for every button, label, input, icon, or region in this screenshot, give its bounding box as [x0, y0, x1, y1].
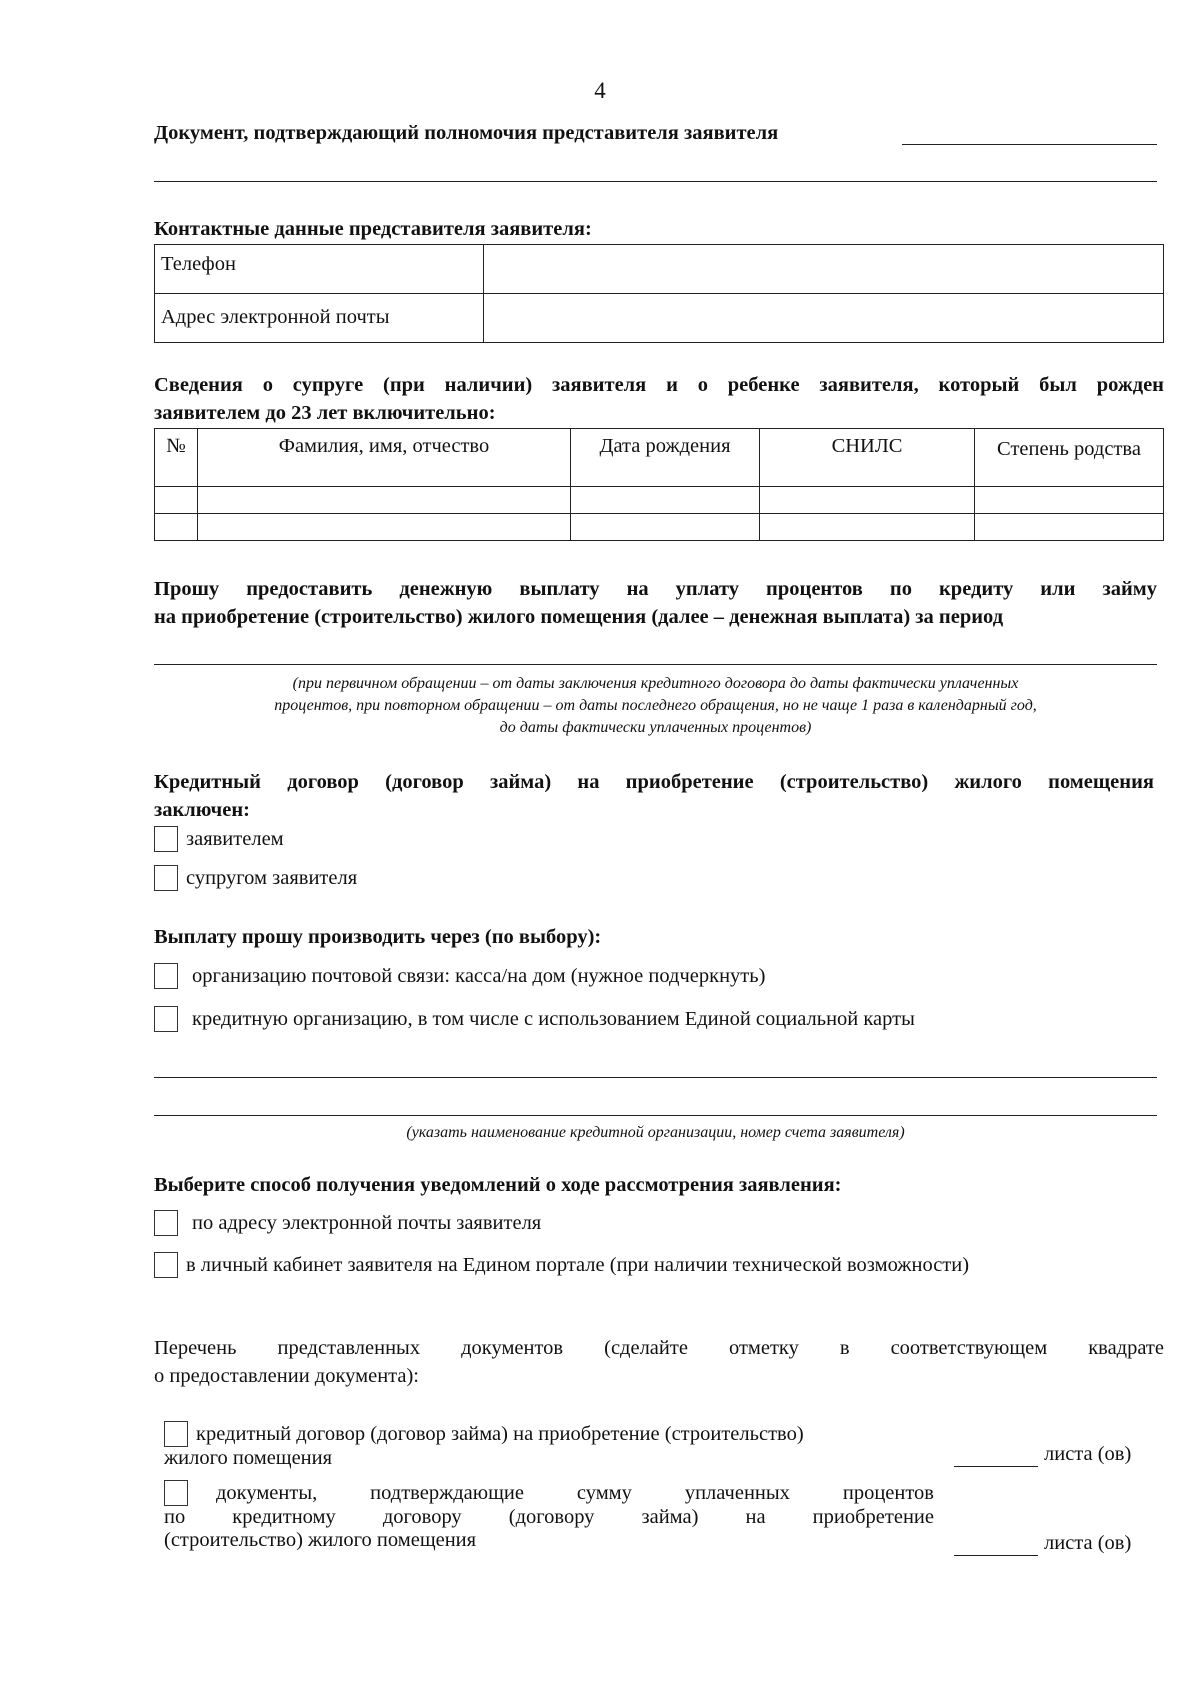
request-line2: на приобретение (строительство) жилого помещения (далее – денежная выплата) за период — [154, 606, 1004, 628]
bank-field-line1[interactable] — [154, 1077, 1157, 1078]
period-note-line1: (при первичном обращении – от даты заключения кредитного договора до даты фактически уплаченных — [292, 675, 1019, 692]
page-number: 4 — [594, 78, 606, 103]
request-line1: Прошу предоставить денежную выплату на уплату процентов по кредиту или займу — [154, 578, 1157, 600]
contacts-heading: Контактные данные представителя заявителя: — [154, 218, 592, 240]
option-label: кредитную организацию, в том числе с использованием Единой социальной карты — [192, 1007, 915, 1030]
table-cell[interactable] — [571, 487, 760, 514]
doc-item-label: документы, подтверждающие сумму уплаченных процентов — [216, 1481, 934, 1504]
credit-option-applicant — [154, 826, 284, 852]
option-label: супругом заявителя — [186, 866, 358, 889]
option-label: в личный кабинет заявителя на Едином портале (при наличии технической возможности) — [186, 1253, 970, 1276]
col-relation: Степень родства — [975, 429, 1164, 487]
authority-doc-field[interactable] — [902, 144, 1157, 145]
authority-doc-label: Документ, подтверждающий полномочия представителя заявителя — [154, 122, 779, 144]
doc-item-interest-proof — [164, 1480, 934, 1552]
period-note — [154, 673, 1157, 739]
sheets-label: листа (ов) — [1044, 1532, 1132, 1554]
table-row — [155, 514, 1164, 541]
checkbox[interactable] — [154, 963, 178, 989]
checkbox[interactable] — [154, 826, 178, 852]
table-cell[interactable] — [155, 514, 198, 541]
table-cell[interactable] — [975, 514, 1164, 541]
credit-option-spouse — [154, 865, 357, 891]
sheets-count-field[interactable] — [954, 1466, 1038, 1467]
credit-heading-line2: заключен: — [154, 799, 250, 821]
family-heading-line1: Сведения о супруге (при наличии) заявителя и о ребенке заявителя, который был рожден — [154, 374, 1164, 396]
doc-item-label-cont: (строительство) жилого помещения — [164, 1529, 477, 1551]
table-cell[interactable] — [155, 487, 198, 514]
docs-intro-line1: Перечень представленных документов (сделайте отметку в соответствующем квадрате — [154, 1337, 1164, 1359]
option-label: по адресу электронной почты заявителя — [192, 1211, 542, 1234]
col-full-name: Фамилия, имя, отчество — [198, 429, 571, 487]
table-cell[interactable] — [198, 514, 571, 541]
checkbox[interactable] — [154, 1252, 178, 1278]
period-field[interactable] — [154, 664, 1157, 665]
checkbox[interactable] — [154, 1210, 178, 1236]
table-cell[interactable] — [760, 487, 975, 514]
table-cell[interactable] — [760, 514, 975, 541]
table-cell[interactable] — [975, 487, 1164, 514]
col-number: № — [155, 429, 198, 487]
table-cell[interactable] — [571, 514, 760, 541]
doc-item-label-cont: по кредитному договору (договору займа) на приобретение — [164, 1506, 934, 1528]
doc-item-credit-agreement — [164, 1421, 944, 1470]
period-note-line3: до даты фактически уплаченных процентов) — [499, 719, 812, 736]
option-label: заявителем — [186, 827, 284, 850]
phone-input[interactable] — [484, 245, 1164, 294]
docs-intro-line2: о предоставлении документа): — [154, 1365, 419, 1387]
payout-heading: Выплату прошу производить через (по выбору): — [154, 926, 602, 948]
col-birth-date: Дата рождения — [571, 429, 760, 487]
period-note-line2: процентов, при повторном обращении – от даты последнего обращения, но не чаще 1 раза в календарный год, — [274, 697, 1037, 714]
authority-doc-field-line2[interactable] — [154, 181, 1157, 182]
sheets-count-field[interactable] — [954, 1555, 1038, 1556]
option-label: организацию почтовой связи: касса/на дом (нужное подчеркнуть) — [192, 964, 766, 987]
checkbox[interactable] — [164, 1480, 188, 1506]
checkbox[interactable] — [154, 865, 178, 891]
notify-heading: Выберите способ получения уведомлений о ходе рассмотрения заявления: — [154, 1174, 842, 1196]
email-label: Адрес электронной почты — [155, 294, 484, 343]
notify-option-portal — [154, 1252, 969, 1278]
doc-item-label: кредитный договор (договор займа) на приобретение (строительство) — [196, 1422, 804, 1445]
notify-option-email — [154, 1210, 541, 1236]
col-snils: СНИЛС — [760, 429, 975, 487]
doc-item-label-cont: жилого помещения — [164, 1447, 333, 1469]
contacts-table — [154, 244, 1164, 343]
payout-option-bank — [154, 1006, 915, 1032]
checkbox[interactable] — [164, 1421, 188, 1447]
credit-heading-line1: Кредитный договор (договор займа) на приобретение (строительство) жилого помещения — [154, 771, 1154, 793]
sheets-label: листа (ов) — [1044, 1443, 1132, 1465]
phone-label: Телефон — [155, 245, 484, 294]
family-table — [154, 428, 1164, 541]
bank-note: (указать наименование кредитной организации, номер счета заявителя) — [406, 1124, 905, 1141]
family-heading-line2: заявителем до 23 лет включительно: — [154, 402, 496, 424]
table-row — [155, 487, 1164, 514]
payout-option-post — [154, 963, 765, 989]
checkbox[interactable] — [154, 1006, 178, 1032]
table-cell[interactable] — [198, 487, 571, 514]
email-input[interactable] — [484, 294, 1164, 343]
bank-field-line2[interactable] — [154, 1115, 1157, 1116]
